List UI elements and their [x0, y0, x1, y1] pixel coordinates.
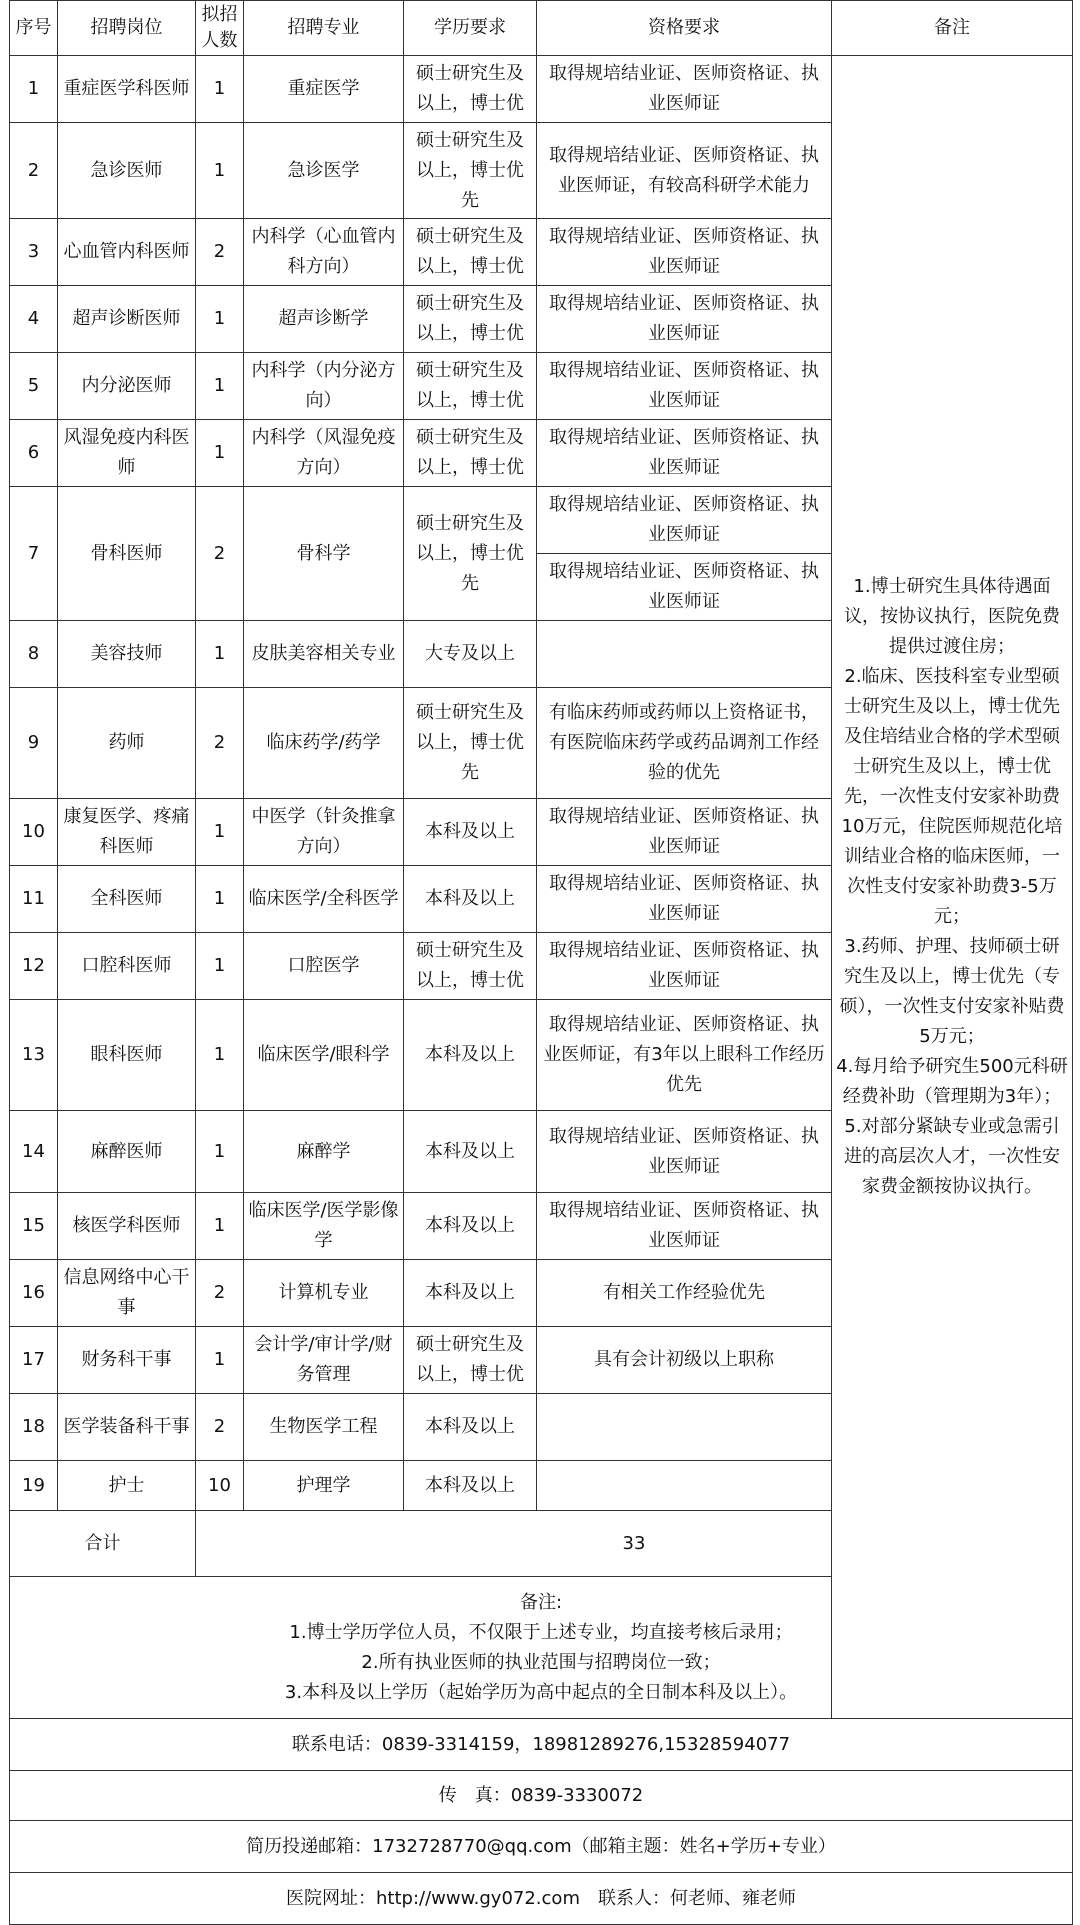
cell-seq: 17: [10, 1327, 58, 1394]
cell-position: 心血管内科医师: [58, 219, 196, 286]
cell-qualification: 具有会计初级以上职称: [537, 1327, 832, 1394]
cell-qualification: 有临床药师或药师以上资格证书，有医院临床药学或药品调剂工作经验的优先: [537, 688, 832, 799]
remarks-item: 1.博士学历学位人员，不仅限于上述专业，均直接考核后录用；: [289, 1621, 793, 1643]
contact-phone: 联系电话：0839-3314159，18981289276,15328594077: [10, 1719, 1073, 1771]
cell-education: [404, 353, 537, 420]
cell-position: 药师: [58, 688, 196, 799]
cell-seq: 6: [10, 420, 58, 487]
cell-seq: 10: [10, 799, 58, 866]
cell-major: 内科学（风湿免疫方向）: [244, 420, 404, 487]
cell-position: 超声诊断医师: [58, 286, 196, 353]
cell-count: 2: [196, 1394, 244, 1461]
cell-seq: 13: [10, 1000, 58, 1111]
cell-position: 风湿免疫内科医师: [58, 420, 196, 487]
cell-education: [404, 420, 537, 487]
cell-qualification: [537, 1461, 832, 1511]
cell-education: 本科及以上: [404, 1461, 537, 1511]
cell-position: 内分泌医师: [58, 353, 196, 420]
cell-position: 急诊医师: [58, 123, 196, 219]
contact-row: [10, 1873, 1073, 1925]
cell-seq: 14: [10, 1111, 58, 1193]
cell-count: 1: [196, 1193, 244, 1260]
cell-position: 全科医师: [58, 866, 196, 933]
cell-education: 本科及以上: [404, 1111, 537, 1193]
cell-position: 信息网络中心干事: [58, 1260, 196, 1327]
cell-major: 口腔医学: [244, 933, 404, 1000]
cell-major: 内科学（内分泌方向）: [244, 353, 404, 420]
cell-count: 1: [196, 799, 244, 866]
cell-count: 1: [196, 1111, 244, 1193]
cell-major: 临床医学/全科医学: [244, 866, 404, 933]
cell-qualification: 取得规培结业证、医师资格证、执业医师证: [537, 933, 832, 1000]
cell-position: 口腔科医师: [58, 933, 196, 1000]
cell-position: 康复医学、疼痛科医师: [58, 799, 196, 866]
total-label: 合计: [10, 1511, 196, 1577]
recruitment-document: [9, 0, 1072, 1925]
contact-website: 医院网址：http://www.gy072.com 联系人：何老师、雍老师: [10, 1873, 1073, 1925]
header-position: 招聘岗位: [58, 1, 196, 56]
cell-seq: 19: [10, 1461, 58, 1511]
cell-count: 2: [196, 487, 244, 621]
cell-major: 骨科学: [244, 487, 404, 621]
cell-major: 会计学/审计学/财务管理: [244, 1327, 404, 1394]
cell-seq: 12: [10, 933, 58, 1000]
cell-qualification: 取得规培结业证、医师资格证、执业医师证: [537, 799, 832, 866]
cell-count: 1: [196, 56, 244, 123]
cell-seq: 1: [10, 56, 58, 123]
cell-qualification-2: 取得规培结业证、医师资格证、执业医师证: [537, 554, 832, 621]
cell-qualification: 取得规培结业证、医师资格证、执业医师证: [537, 420, 832, 487]
header-education: 学历要求: [404, 1, 537, 56]
cell-qualification: 取得规培结业证、医师资格证、执业医师证，有较高科研学术能力: [537, 123, 832, 219]
cell-major: 临床药学/药学: [244, 688, 404, 799]
education-text: 硕士研究生及以上，博士优: [416, 63, 524, 114]
cell-qualification: [537, 1394, 832, 1461]
cell-qualification: 取得规培结业证、医师资格证、执业医师证: [537, 866, 832, 933]
cell-education: 硕士研究生及以上，博士优先: [404, 123, 537, 219]
cell-position: 美容技师: [58, 621, 196, 688]
cell-qualification: 取得规培结业证、医师资格证、执业医师证: [537, 286, 832, 353]
cell-count: 1: [196, 933, 244, 1000]
cell-qualification: 取得规培结业证、医师资格证、执业医师证: [537, 1111, 832, 1193]
cell-major: 麻醉学: [244, 1111, 404, 1193]
cell-seq: 5: [10, 353, 58, 420]
cell-education: [404, 1327, 537, 1394]
remarks-title: 备注:: [519, 1591, 563, 1613]
cell-qualification: 取得规培结业证、医师资格证、执业医师证: [537, 1193, 832, 1260]
education-text: 硕士研究生及以上，博士优: [416, 226, 524, 277]
header-count: 拟招人数: [196, 1, 244, 56]
cell-qualification: 取得规培结业证、医师资格证、执业医师证: [537, 56, 832, 123]
cell-count: 1: [196, 353, 244, 420]
cell-qualification: 取得规培结业证、医师资格证、执业医师证: [537, 353, 832, 420]
table-row: [10, 56, 1073, 123]
cell-education: [404, 219, 537, 286]
contact-row: [10, 1771, 1073, 1821]
cell-position: 护士: [58, 1461, 196, 1511]
education-text: 硕士研究生及以上，博士优: [416, 940, 524, 991]
education-text: 硕士研究生及以上，博士优: [416, 1334, 524, 1385]
cell-seq: 8: [10, 621, 58, 688]
cell-major: 护理学: [244, 1461, 404, 1511]
cell-seq: 3: [10, 219, 58, 286]
remarks-row: [10, 1577, 1073, 1719]
cell-count: 2: [196, 688, 244, 799]
cell-qualification: 取得规培结业证、医师资格证、执业医师证，有3年以上眼科工作经历优先: [537, 1000, 832, 1111]
cell-count: 2: [196, 219, 244, 286]
cell-education: 硕士研究生及以上，博士优先: [404, 487, 537, 621]
remarks-item: 2.所有执业医师的执业范围与招聘岗位一致；: [361, 1651, 721, 1673]
cell-count: 1: [196, 1000, 244, 1111]
cell-seq: 16: [10, 1260, 58, 1327]
header-seq: 序号: [10, 1, 58, 56]
cell-education: [404, 933, 537, 1000]
cell-major: 临床医学/医学影像学: [244, 1193, 404, 1260]
cell-major: 生物医学工程: [244, 1394, 404, 1461]
cell-major: 重症医学: [244, 56, 404, 123]
remarks-item: 3.本科及以上学历（起始学历为高中起点的全日制本科及以上）。: [284, 1681, 798, 1703]
cell-qualification: 取得规培结业证、医师资格证、执业医师证: [537, 219, 832, 286]
cell-qualification: [537, 621, 832, 688]
cell-count: 1: [196, 1327, 244, 1394]
contact-email: 简历投递邮箱：1732728770@qq.com（邮箱主题：姓名+学历+专业）: [10, 1821, 1073, 1873]
total-value: 33: [196, 1511, 1073, 1577]
header-qualification: 资格要求: [537, 1, 832, 56]
education-text: 硕士研究生及以上，博士优: [416, 293, 524, 344]
cell-count: 1: [196, 420, 244, 487]
header-row: [10, 1, 1073, 56]
cell-seq: 4: [10, 286, 58, 353]
cell-count: 1: [196, 286, 244, 353]
cell-position: 眼科医师: [58, 1000, 196, 1111]
cell-major: 临床医学/眼科学: [244, 1000, 404, 1111]
cell-count: 1: [196, 123, 244, 219]
total-row: [10, 1511, 1073, 1577]
recruitment-table: [9, 0, 1073, 1925]
cell-education: 本科及以上: [404, 1193, 537, 1260]
cell-count: 10: [196, 1461, 244, 1511]
cell-major: 急诊医学: [244, 123, 404, 219]
cell-seq: 15: [10, 1193, 58, 1260]
cell-major: 计算机专业: [244, 1260, 404, 1327]
cell-position: 财务科干事: [58, 1327, 196, 1394]
cell-position: 麻醉医师: [58, 1111, 196, 1193]
cell-education: [404, 286, 537, 353]
header-major: 招聘专业: [244, 1, 404, 56]
contact-row: [10, 1821, 1073, 1873]
education-text: 硕士研究生及以上，博士优: [416, 427, 524, 478]
cell-position: 骨科医师: [58, 487, 196, 621]
cell-education: 本科及以上: [404, 799, 537, 866]
cell-qualification: 取得规培结业证、医师资格证、执业医师证: [537, 487, 832, 554]
cell-seq: 2: [10, 123, 58, 219]
cell-qualification: 有相关工作经验优先: [537, 1260, 832, 1327]
contact-fax: 传 真：0839-3330072: [10, 1771, 1073, 1821]
remarks-block: [10, 1577, 1073, 1719]
cell-major: 皮肤美容相关专业: [244, 621, 404, 688]
cell-education: 本科及以上: [404, 1260, 537, 1327]
cell-count: 1: [196, 866, 244, 933]
cell-education: 本科及以上: [404, 866, 537, 933]
notes-column: 1.博士研究生具体待遇面议，按协议执行，医院免费提供过渡住房； 2.临床、医技科室专业型硕士研究生及以上，博士优先及住培结业合格的学术型硕士研究生及以上，博士优先，一次性支付安家补助费10万元，住院医师规范化培训结业合格的临床医师，一次性支付安家补助费3-5万元； 3.药师、护理、技师硕士研究生及以上，博士优先（专硕），一次性支付安家补贴费5万元； 4.每月给予研究生500元科研经费补助（管理期为3年）； 5.对部分紧缺专业或急需引进的高层次人才，一次性安家费金额按协议执行。: [832, 56, 1073, 1719]
cell-count: 1: [196, 621, 244, 688]
cell-position: 核医学科医师: [58, 1193, 196, 1260]
cell-seq: 18: [10, 1394, 58, 1461]
cell-seq: 11: [10, 866, 58, 933]
cell-education: 硕士研究生及以上，博士优先: [404, 688, 537, 799]
cell-major: 超声诊断学: [244, 286, 404, 353]
cell-seq: 9: [10, 688, 58, 799]
cell-count: 2: [196, 1260, 244, 1327]
cell-education: 本科及以上: [404, 1000, 537, 1111]
cell-position: 重症医学科医师: [58, 56, 196, 123]
header-notes: 备注: [832, 1, 1073, 56]
education-text: 硕士研究生及以上，博士优: [416, 360, 524, 411]
contact-row: [10, 1719, 1073, 1771]
cell-education: 本科及以上: [404, 1394, 537, 1461]
cell-education: 大专及以上: [404, 621, 537, 688]
cell-position: 医学装备科干事: [58, 1394, 196, 1461]
cell-seq: 7: [10, 487, 58, 621]
cell-major: 内科学（心血管内科方向）: [244, 219, 404, 286]
cell-major: 中医学（针灸推拿方向）: [244, 799, 404, 866]
cell-education: [404, 56, 537, 123]
